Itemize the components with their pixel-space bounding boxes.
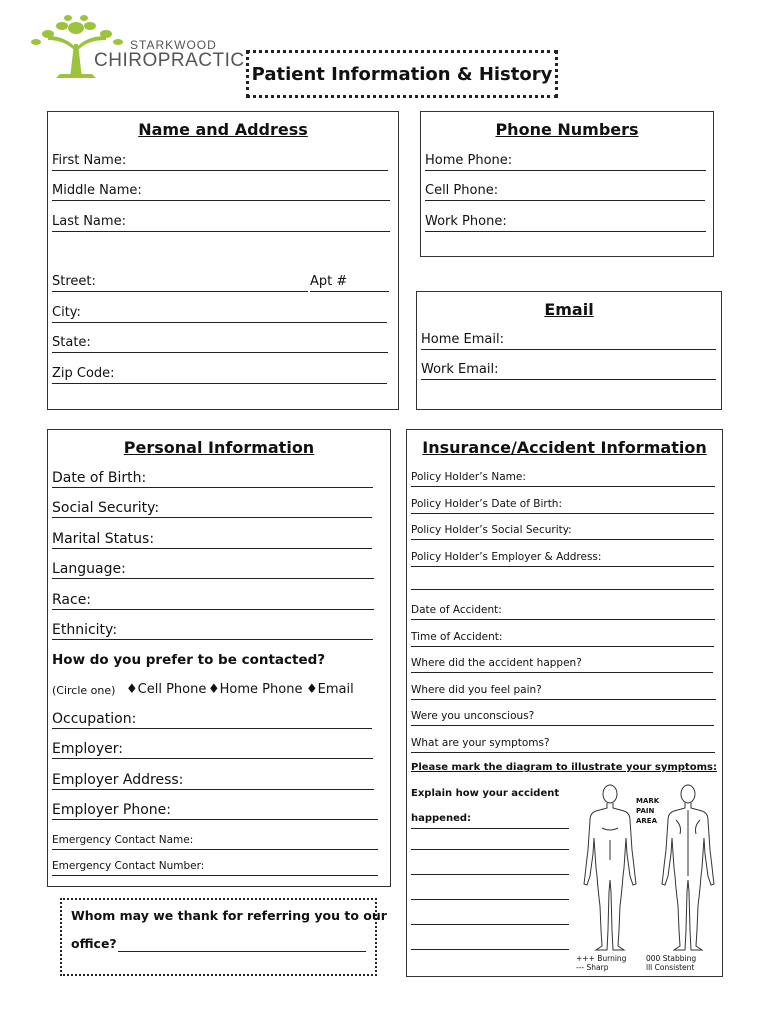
home-email-field[interactable]: Home Email:: [421, 332, 716, 350]
logo-line1: STARKWOOD: [130, 38, 217, 52]
last-name-field[interactable]: Last Name:: [52, 214, 390, 232]
insurance-title: Insurance/Accident Information: [422, 438, 707, 457]
home-phone-field[interactable]: Home Phone:: [425, 153, 706, 171]
page-title: Patient Information & History: [251, 64, 553, 85]
first-name-field[interactable]: First Name:: [52, 153, 388, 171]
personal-title: Personal Information: [123, 438, 315, 457]
work-email-field[interactable]: Work Email:: [421, 362, 716, 380]
accident-explanation-field[interactable]: happened:: [411, 811, 569, 829]
explanation-line-2[interactable]: [411, 873, 569, 875]
explanation-line-4[interactable]: [411, 923, 569, 925]
state-field[interactable]: State:: [52, 335, 388, 353]
logo-line2: CHIROPRACTIC: [94, 50, 245, 71]
work-phone-field[interactable]: Work Phone:: [425, 214, 706, 232]
language-field[interactable]: Language:: [52, 561, 374, 579]
explanation-line-3[interactable]: [411, 898, 569, 900]
contact-preference-question: How do you prefer to be contacted?: [52, 652, 326, 668]
referral-answer-field[interactable]: [118, 950, 366, 952]
legend-burning: +++ Burning: [576, 954, 627, 963]
email-section: [416, 291, 722, 410]
cell-phone-field[interactable]: Cell Phone:: [425, 183, 705, 201]
apt-field[interactable]: Apt #: [310, 274, 389, 292]
phone-title: Phone Numbers: [495, 120, 639, 139]
legend-sharp: --- Sharp: [576, 963, 609, 972]
body-diagram[interactable]: [576, 780, 720, 976]
mark-pain-area-label: MARK PAIN AREA: [636, 797, 660, 825]
employer-field[interactable]: Employer:: [52, 741, 373, 759]
emergency-contact-number-field[interactable]: Emergency Contact Number:: [52, 858, 378, 876]
legend-consistent: lll Consistent: [646, 963, 695, 972]
employer-phone-field[interactable]: Employer Phone:: [52, 802, 378, 820]
emergency-contact-name-field[interactable]: Emergency Contact Name:: [52, 832, 378, 850]
contact-option-home[interactable]: ♦Home Phone: [208, 682, 303, 697]
ssn-field[interactable]: Social Security:: [52, 500, 372, 518]
referral-office-label: office?: [71, 936, 117, 951]
policy-holder-employer-field[interactable]: Policy Holder’s Employer & Address:: [411, 549, 714, 567]
circle-one-label: (Circle one): [52, 684, 116, 697]
time-of-accident-field[interactable]: Time of Accident:: [411, 629, 714, 647]
date-of-accident-field[interactable]: Date of Accident:: [411, 602, 715, 620]
race-field[interactable]: Race:: [52, 592, 374, 610]
legend-stabbing: 000 Stabbing: [646, 954, 697, 963]
body-front-icon: [580, 780, 640, 954]
accident-location-field[interactable]: Where did the accident happen?: [411, 655, 713, 673]
explanation-line-1[interactable]: [411, 848, 569, 850]
marital-status-field[interactable]: Marital Status:: [52, 531, 372, 549]
referral-question: Whom may we thank for referring you to our: [71, 908, 387, 923]
employer-address-field[interactable]: Employer Address:: [52, 772, 374, 790]
email-title: Email: [544, 300, 594, 319]
contact-option-cell[interactable]: ♦Cell Phone: [126, 682, 207, 697]
middle-name-field[interactable]: Middle Name:: [52, 183, 390, 201]
logo: [26, 14, 245, 80]
pain-location-field[interactable]: Where did you feel pain?: [411, 682, 716, 700]
policy-holder-dob-field[interactable]: Policy Holder’s Date of Birth:: [411, 496, 714, 514]
occupation-field[interactable]: Occupation:: [52, 711, 372, 729]
contact-option-email[interactable]: ♦Email: [306, 682, 354, 697]
street-field[interactable]: Street:: [52, 274, 308, 292]
explain-accident-label: Explain how your accident: [411, 788, 560, 799]
explanation-line-5[interactable]: [411, 948, 569, 950]
symptoms-field[interactable]: What are your symptoms?: [411, 735, 715, 753]
dob-field[interactable]: Date of Birth:: [52, 470, 373, 488]
unconscious-field[interactable]: Were you unconscious?: [411, 708, 714, 726]
ethnicity-field[interactable]: Ethnicity:: [52, 622, 373, 640]
body-back-icon: [658, 780, 718, 954]
policy-holder-employer-line2[interactable]: [411, 588, 714, 590]
policy-holder-ssn-field[interactable]: Policy Holder’s Social Security:: [411, 522, 714, 540]
mark-diagram-instruction: Please mark the diagram to illustrate your symptoms:: [411, 762, 717, 773]
name-address-title: Name and Address: [138, 120, 308, 139]
zip-field[interactable]: Zip Code:: [52, 366, 387, 384]
city-field[interactable]: City:: [52, 305, 387, 323]
policy-holder-name-field[interactable]: Policy Holder’s Name:: [411, 469, 715, 487]
